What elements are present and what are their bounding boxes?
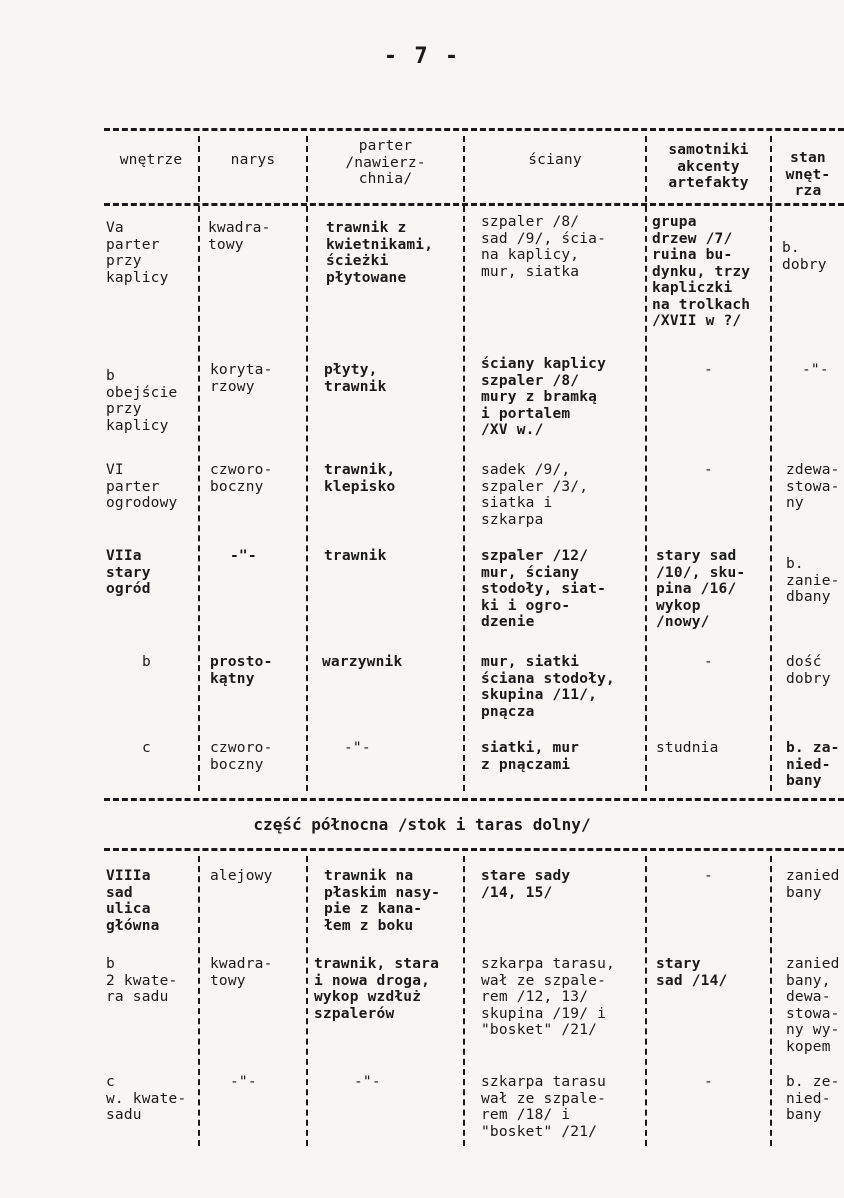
row-va-stan: b. dobry bbox=[782, 240, 827, 273]
row-viia-samotniki: stary sad /10/, sku- pina /16/ wykop /nowy/ bbox=[656, 548, 746, 630]
row-vi-sciany: sadek /9/, szpaler /3/, siatka i szkarpa bbox=[481, 462, 589, 528]
row-viic-parter: -"- bbox=[344, 740, 371, 756]
section-bottom-rule bbox=[104, 848, 844, 851]
row-viiia-narys: alejowy bbox=[210, 868, 273, 884]
row-va-wnetrze: Va parter przy kaplicy bbox=[106, 220, 169, 286]
row-viiic-sciany: szkarpa tarasu wał ze szpale- rem /18/ i "bosket" /21/ bbox=[481, 1074, 607, 1140]
row-vb-stan: -"- bbox=[802, 362, 829, 378]
row-vi-stan: zdewa- stowa- ny bbox=[786, 462, 840, 511]
row-viiia-samotniki: - bbox=[704, 868, 713, 884]
column-separator bbox=[198, 856, 200, 1146]
column-separator bbox=[645, 856, 647, 1146]
table-top-rule bbox=[104, 128, 844, 131]
header-narys: narys bbox=[230, 152, 276, 168]
row-viib-samotniki: - bbox=[704, 654, 713, 670]
header-samotniki: samotniki akcenty artefakty bbox=[668, 142, 749, 191]
header-parter: parter /nawierz- chnia/ bbox=[345, 138, 426, 187]
row-viiib-parter: trawnik, stara i nowa droga, wykop wzdłuż szpalerów bbox=[314, 956, 440, 1022]
row-viiib-samotniki: stary sad /14/ bbox=[656, 956, 728, 989]
row-vi-parter: trawnik, klepisko bbox=[324, 462, 396, 495]
column-separator bbox=[770, 856, 772, 1146]
row-vi-samotniki: - bbox=[704, 462, 713, 478]
row-viic-samotniki: studnia bbox=[656, 740, 719, 756]
header-wnetrze: wnętrze bbox=[119, 152, 183, 168]
row-viia-sciany: szpaler /12/ mur, ściany stodoły, siat- ki i ogro- dzenie bbox=[481, 548, 607, 630]
row-viib-sciany: mur, siatki ściana stodoły, skupina /11/, pnącza bbox=[481, 654, 615, 720]
row-viiia-sciany: stare sady /14, 15/ bbox=[481, 868, 571, 901]
row-vb-sciany: ściany kaplicy szpaler /8/ mury z bramką i portalem /XV w./ bbox=[481, 356, 607, 438]
row-viib-wnetrze: b bbox=[142, 654, 151, 670]
row-viiic-samotniki: - bbox=[704, 1074, 713, 1090]
row-viiib-sciany: szkarpa tarasu, wał ze szpale- rem /12, 13/ skupina /19/ i "bosket" /21/ bbox=[481, 956, 615, 1038]
row-viib-parter: warzywnik bbox=[322, 654, 403, 670]
section-top-rule bbox=[104, 798, 844, 801]
row-viiic-parter: -"- bbox=[354, 1074, 381, 1090]
column-separator bbox=[198, 136, 200, 791]
row-viiib-stan: zanied bany, dewa- stowa- ny wy- kopem bbox=[786, 956, 840, 1055]
row-viiib-narys: kwadra- towy bbox=[210, 956, 273, 989]
row-viic-stan: b. za- nied- bany bbox=[786, 740, 840, 789]
row-vb-wnetrze: b obejście przy kaplicy bbox=[106, 368, 178, 434]
row-vb-narys: koryta- rzowy bbox=[210, 362, 273, 395]
row-vi-wnetrze: VI parter ogrodowy bbox=[106, 462, 178, 511]
row-viia-parter: trawnik bbox=[324, 548, 387, 564]
row-viia-stan: b. zanie- dbany bbox=[786, 556, 840, 605]
column-separator bbox=[306, 856, 308, 1146]
row-va-parter: trawnik z kwietnikami, ścieżki płytowane bbox=[326, 220, 434, 286]
row-viiib-wnetrze: b 2 kwate- ra sadu bbox=[106, 956, 178, 1005]
row-viic-sciany: siatki, mur z pnączami bbox=[481, 740, 580, 773]
row-viic-narys: czworo- boczny bbox=[210, 740, 273, 773]
row-viiia-wnetrze: VIIIa sad ulica główna bbox=[106, 868, 160, 934]
header-stan: stan wnęt- rza bbox=[785, 150, 831, 199]
row-viiia-parter: trawnik na płaskim nasy- pie z kana- łem z boku bbox=[324, 868, 441, 934]
row-viib-stan: dość dobry bbox=[786, 654, 831, 687]
row-viiia-stan: zanied bany bbox=[786, 868, 840, 901]
row-vb-samotniki: - bbox=[704, 362, 713, 378]
row-viia-wnetrze: VIIa stary ogród bbox=[106, 548, 151, 597]
row-viiic-wnetrze: c w. kwate- sadu bbox=[106, 1074, 187, 1123]
section-title: część północna /stok i taras dolny/ bbox=[253, 815, 591, 834]
column-separator bbox=[306, 136, 308, 791]
header-bottom-rule bbox=[104, 203, 844, 206]
row-viiic-stan: b. ze- nied- bany bbox=[786, 1074, 840, 1123]
column-separator bbox=[463, 856, 465, 1146]
row-va-sciany: szpaler /8/ sad /9/, ścia- na kaplicy, mur, siatka bbox=[481, 214, 607, 280]
row-vb-parter: płyty, trawnik bbox=[324, 362, 387, 395]
row-va-samotniki: grupa drzew /7/ ruina bu- dynku, trzy kapliczki na trolkach /XVII w ?/ bbox=[652, 214, 751, 329]
header-sciany: ściany bbox=[528, 152, 582, 168]
row-viic-wnetrze: c bbox=[142, 740, 151, 756]
row-vi-narys: czworo- boczny bbox=[210, 462, 273, 495]
column-separator bbox=[463, 136, 465, 791]
row-viiic-narys: -"- bbox=[230, 1074, 257, 1090]
row-viia-narys: -"- bbox=[230, 548, 257, 564]
page-number: - 7 - bbox=[383, 44, 461, 69]
row-va-narys: kwadra- towy bbox=[208, 220, 271, 253]
column-separator bbox=[770, 136, 772, 791]
row-viib-narys: prosto- kątny bbox=[210, 654, 273, 687]
